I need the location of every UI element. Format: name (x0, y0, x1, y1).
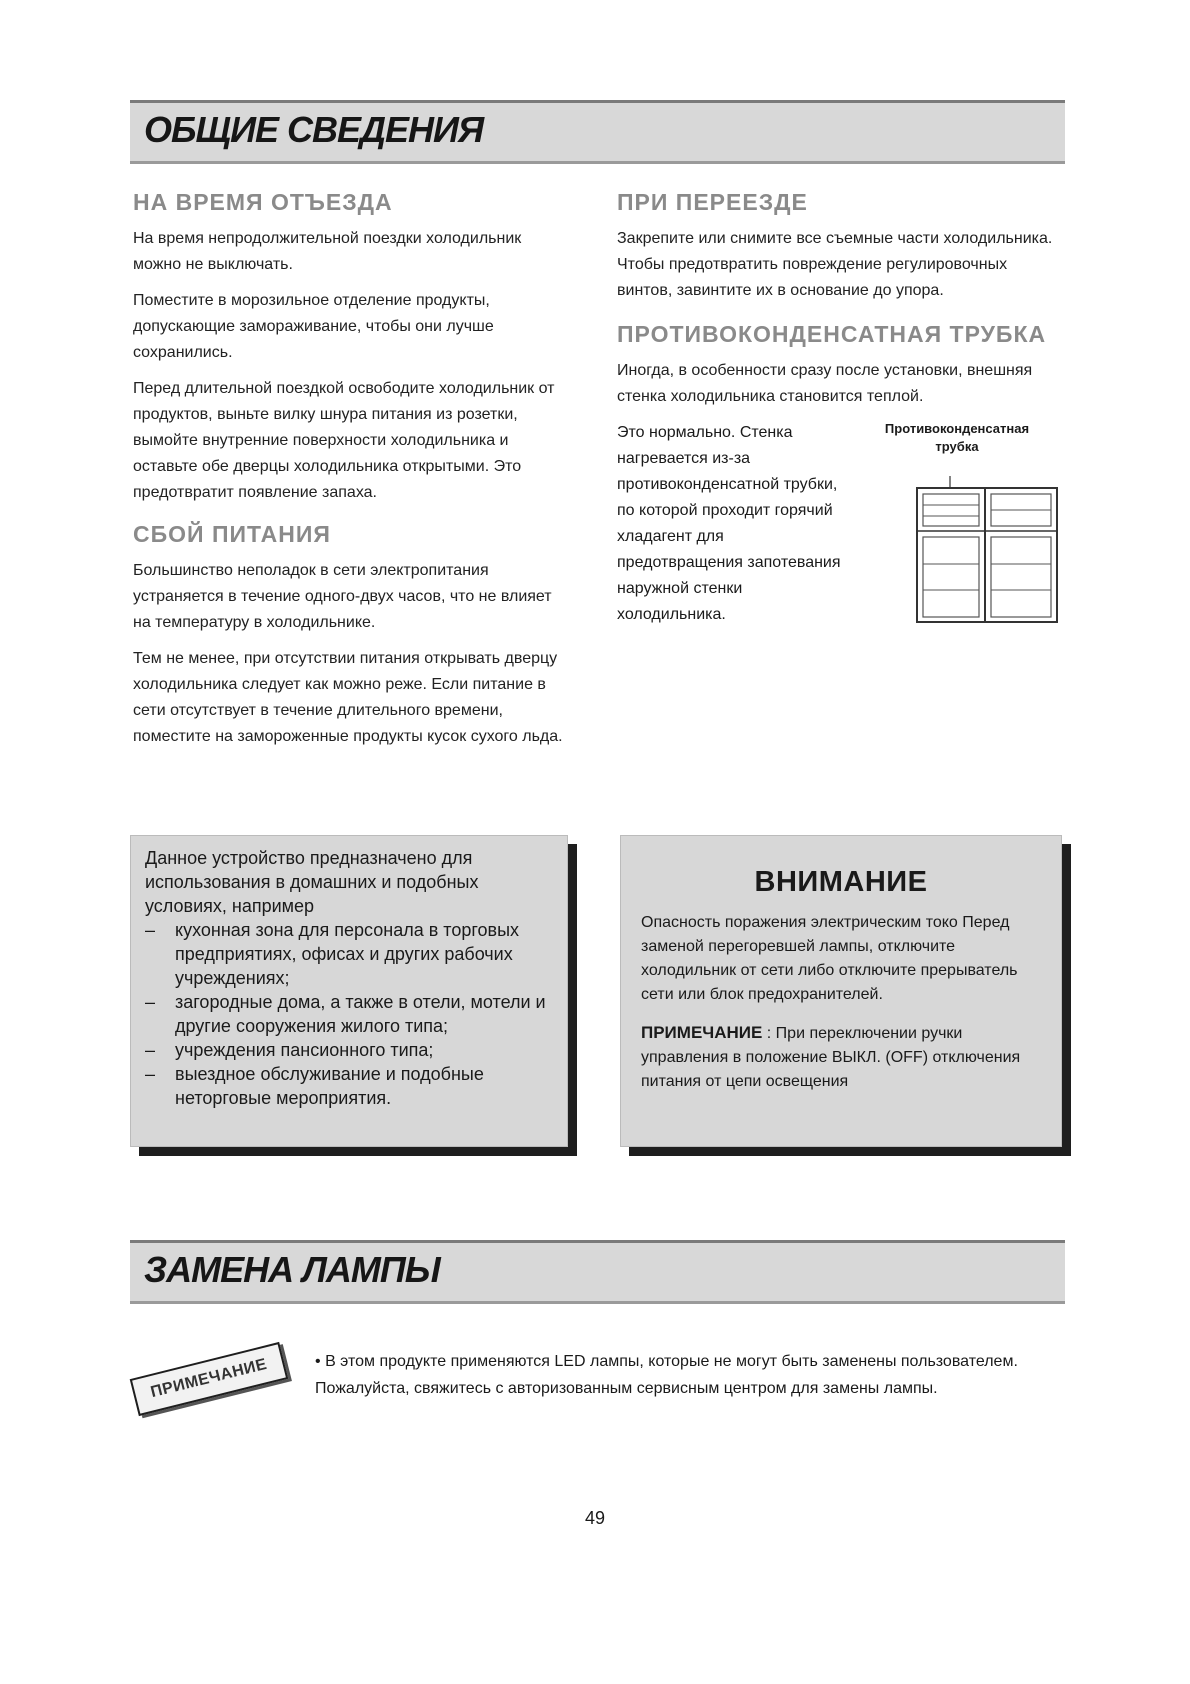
page-number: 49 (584, 1508, 606, 1528)
diagram-label: Противоконденсатная трубка (884, 421, 1030, 454)
caution-box (620, 835, 1062, 1147)
usage-list (145, 918, 553, 1110)
caution-text: Опасность поражения электрическим токо Перед заменой перегоревшей лампы, отключите холодильник от сети либо отключите прерыватель сети или блок предохранителей. (641, 914, 1018, 1003)
moving-paragraph-2: Чтобы предотвратить повреждение регулировочных винтов, завинтите их в основание до упора. (617, 256, 1008, 299)
vacation-paragraph-3: Перед длительной поездкой освободите холодильник от продуктов, выньте вилку шнура питания из розетки, вымойте внутренние поверхности холодильника и оставьте обе дверцы холодильника открытыми. Это предотвратит появление запаха. (133, 380, 555, 501)
lamp-note (315, 1348, 1065, 1402)
left-column (133, 188, 573, 760)
fridge-diagram (915, 476, 1060, 626)
usage-list-item: – кухонная зона для персонала в торговых предприятиях, офисах и других рабочих учреждениях; (145, 920, 520, 988)
anticondensation-heading: ПРОТИВОКОНДЕНСАТНАЯ ТРУБКА (617, 321, 1047, 347)
power-failure-paragraph-2: Тем не менее, при отсутствии питания открывать дверцу холодильника следует как можно реже. Если питание в сети отсутствует в течение длительного времени, поместите на замороженные продукты кусок сухого льда. (133, 650, 563, 745)
note-text: : При переключении ручки управления в положение ВЫКЛ. (OFF) отключения питания от цепи освещения (641, 1025, 1021, 1090)
vacation-paragraph-1: На время непродолжительной поездки холодильник можно не выключать. (133, 230, 522, 273)
lamp-note-text: В этом продукте применяются LED лампы, которые не могут быть заменены пользователем. Пожалуйста, свяжитесь с авторизованным сервисным центром для замены лампы. (315, 1353, 1018, 1397)
bullet-icon: • (315, 1353, 321, 1370)
section-title: ОБЩИЕ СВЕДЕНИЯ (144, 109, 484, 150)
note-stamp-label: ПРИМЕЧАНИЕ (148, 1355, 269, 1402)
note-stamp (130, 1342, 289, 1416)
caution-note (641, 1021, 1041, 1094)
usage-list-item: – выездное обслуживание и подобные неторговые мероприятия. (145, 1064, 484, 1108)
usage-info-box (130, 835, 568, 1147)
moving-heading: ПРИ ПЕРЕЕЗДЕ (617, 189, 808, 215)
fridge-body (917, 488, 1057, 622)
section-header-general (130, 100, 1065, 164)
section-header-lamp (130, 1240, 1065, 1304)
power-failure-heading: СБОЙ ПИТАНИЯ (133, 521, 331, 547)
right-column (617, 188, 1057, 650)
anticondensation-paragraph-2: Это нормально. Стенка нагревается из-за противоконденсатной трубки, по которой проходит горячий хладагент для предотвращения запотевания наружной стенки холодильника. (617, 424, 841, 623)
note-heading: ПРИМЕЧАНИЕ (641, 1023, 763, 1042)
anticondensation-paragraph-1: Иногда, в особенности сразу после установки, внешняя стенка холодильника становится теплой. (617, 362, 1033, 405)
section-title: ЗАМЕНА ЛАМПЫ (144, 1249, 440, 1290)
usage-list-item: – загородные дома, а также в отели, мотели и другие сооружения жилого типа; (145, 992, 546, 1036)
moving-paragraph-1: Закрепите или снимите все съемные части холодильника. (617, 230, 1053, 247)
anticondensation-figure-row (617, 420, 1057, 650)
caution-title: ВНИМАНИЕ (754, 866, 928, 898)
vacation-heading: НА ВРЕМЯ ОТЪЕЗДА (133, 189, 393, 215)
vacation-paragraph-2: Поместите в морозильное отделение продукты, допускающие замораживание, чтобы они лучше сохранились. (133, 292, 494, 361)
usage-intro: Данное устройство предназначено для использования в домашних и подобных условиях, например (145, 848, 479, 916)
usage-list-item: – учреждения пансионного типа; (145, 1040, 434, 1060)
power-failure-paragraph-1: Большинство неполадок в сети электропитания устраняется в течение одного-двух часов, что не влияет на температуру в холодильнике. (133, 562, 552, 631)
